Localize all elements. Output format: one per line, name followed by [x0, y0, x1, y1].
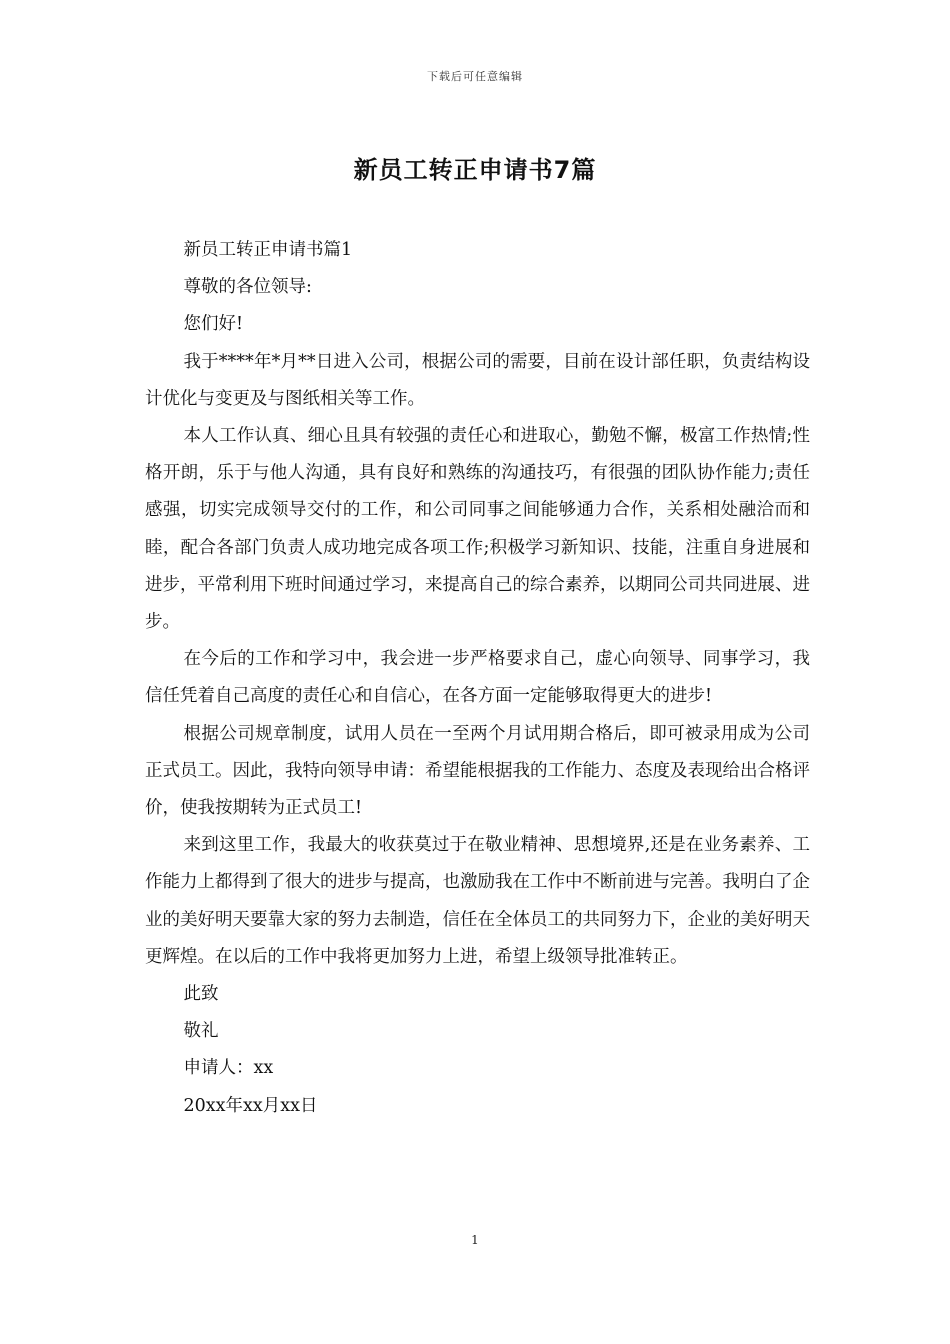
section-heading: 新员工转正申请书篇1	[183, 240, 353, 260]
body-paragraph: 我于****年*月**日进入公司，根据公司的需要，目前在设计部任职，负责结构设计优化与变更及与图纸相关等工作。	[145, 351, 810, 409]
salutation: 尊敬的各位领导:	[183, 277, 312, 298]
applicant-line: 申请人：xx	[183, 1058, 274, 1079]
body-paragraph: 在今后的工作和学习中，我会进一步严格要求自己，虚心向领导、同事学习，我信任凭着自己高度的责任心和自信心，在各方面一定能够取得更大的进步!	[145, 649, 810, 707]
closing-phrase: 此致	[183, 984, 219, 1005]
greeting: 您们好!	[183, 314, 244, 335]
body-paragraph: 根据公司规章制度，试用人员在一至两个月试用期合格后，即可被录用成为公司正式员工。因此，我特向领导申请：希望能根据我的工作能力、态度及表现给出合格评价，使我按期转为正式员工!	[145, 723, 810, 819]
date-line: 20xx年xx月xx日	[183, 1095, 318, 1116]
page-number: 1	[471, 1233, 479, 1247]
closing-salute: 敬礼	[183, 1021, 219, 1042]
document-body	[145, 232, 810, 1125]
body-paragraph: 本人工作认真、细心且具有较强的责任心和进取心，勤勉不懈，极富工作热情;性格开朗，乐于与他人沟通，具有良好和熟练的沟通技巧，有很强的团队协作能力;责任感强，切实完成领导交付的工作，和公司同事之间能够通力合作，关系相处融洽而和睦，配合各部门负责人成功地完成各项工作;积极学习新知识、技能，注重自身进展和进步，平常利用下班时间通过学习，来提高自己的综合素养，以期同公司共同进展、进步。	[145, 426, 810, 633]
body-paragraph: 来到这里工作，我最大的收获莫过于在敬业精神、思想境界,还是在业务素养、工作能力上都得到了很大的进步与提高，也激励我在工作中不断前进与完善。我明白了企业的美好明天要靠大家的努力去制造，信任在全体员工的共同努力下，企业的美好明天更辉煌。在以后的工作中我将更加努力上进，希望上级领导批准转正。	[145, 835, 810, 967]
header-note: 下载后可任意编辑	[427, 70, 523, 83]
document-title: 新员工转正申请书7篇	[353, 156, 597, 184]
